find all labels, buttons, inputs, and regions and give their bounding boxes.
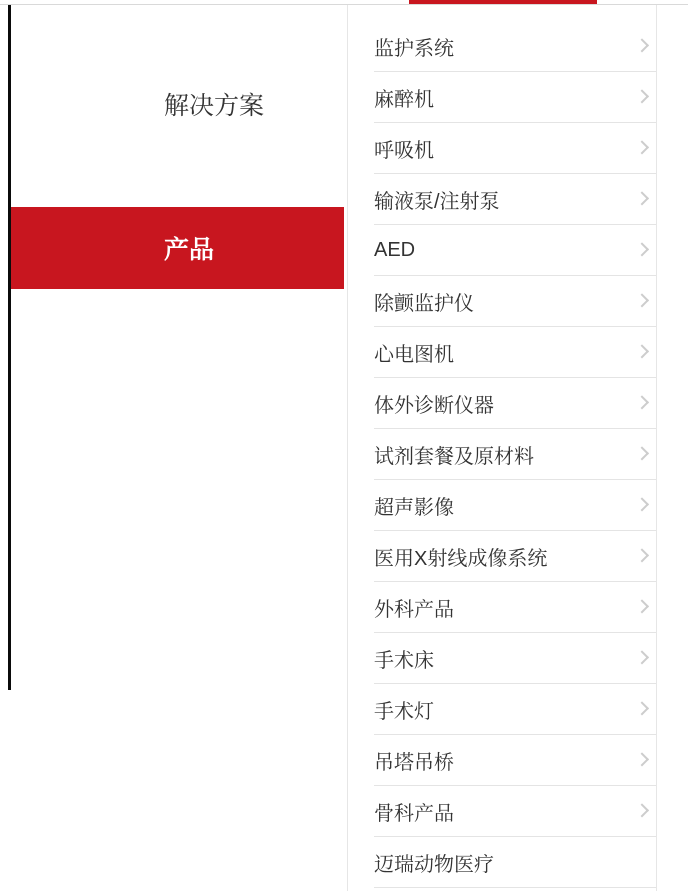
- submenu-item-defibrillator[interactable]: [374, 276, 656, 327]
- submenu-item-ivd[interactable]: [374, 378, 656, 429]
- submenu-item-label: 吊塔吊桥: [374, 751, 454, 774]
- submenu-item-orthopedics[interactable]: [374, 786, 656, 837]
- chevron-right-icon: [635, 701, 649, 715]
- submenu-item-label: 除颤监护仪: [374, 292, 474, 315]
- menu-item-products[interactable]: [11, 207, 344, 289]
- primary-menu: [8, 5, 344, 690]
- submenu-item-label: 试剂套餐及原材料: [374, 445, 534, 468]
- submenu-item-label: 体外诊断仪器: [374, 394, 494, 417]
- submenu-item-aed[interactable]: [374, 225, 656, 276]
- chevron-right-icon: [635, 38, 649, 52]
- submenu-item-label: 手术床: [374, 649, 434, 672]
- menu-item-label: 解决方案: [164, 92, 265, 120]
- submenu-item-label: 麻醉机: [374, 88, 434, 111]
- chevron-right-icon: [635, 242, 649, 256]
- chevron-right-icon: [635, 548, 649, 562]
- submenu-item-ultrasound[interactable]: [374, 480, 656, 531]
- submenu-item-infusion-pump[interactable]: [374, 174, 656, 225]
- product-submenu: [347, 5, 657, 891]
- submenu-item-operating-table[interactable]: [374, 633, 656, 684]
- menu-item-label: 产品: [164, 236, 215, 264]
- chevron-right-icon: [635, 191, 649, 205]
- submenu-item-xray[interactable]: [374, 531, 656, 582]
- submenu-item-label: 心电图机: [374, 343, 454, 366]
- submenu-item-label: 外科产品: [374, 598, 454, 621]
- submenu-item-ventilator[interactable]: [374, 123, 656, 174]
- submenu-item-label: AED: [374, 238, 416, 261]
- chevron-right-icon: [635, 293, 649, 307]
- submenu-item-label: 骨科产品: [374, 802, 454, 825]
- submenu-item-label: 迈瑞动物医疗: [374, 853, 494, 876]
- submenu-item-label: 超声影像: [374, 496, 454, 519]
- submenu-item-animal-medical[interactable]: [374, 837, 656, 888]
- chevron-right-icon: [635, 752, 649, 766]
- menu-item-solutions[interactable]: [11, 63, 344, 145]
- chevron-right-icon: [635, 395, 649, 409]
- active-tab-indicator: [409, 0, 597, 4]
- submenu-item-label: 输液泵/注射泵: [374, 190, 500, 213]
- submenu-item-label: 医用X射线成像系统: [374, 547, 548, 570]
- submenu-item-ecg[interactable]: [374, 327, 656, 378]
- submenu-item-label: 监护系统: [374, 37, 454, 60]
- chevron-right-icon: [635, 344, 649, 358]
- chevron-right-icon: [635, 497, 649, 511]
- submenu-item-operating-light[interactable]: [374, 684, 656, 735]
- submenu-item-surgical[interactable]: [374, 582, 656, 633]
- chevron-right-icon: [635, 89, 649, 103]
- chevron-right-icon: [635, 650, 649, 664]
- chevron-right-icon: [635, 140, 649, 154]
- chevron-right-icon: [635, 446, 649, 460]
- chevron-right-icon: [635, 803, 649, 817]
- submenu-item-label: 手术灯: [374, 700, 434, 723]
- submenu-item-monitoring[interactable]: [374, 21, 656, 72]
- chevron-right-icon: [635, 599, 649, 613]
- submenu-item-pendant-bridge[interactable]: [374, 735, 656, 786]
- submenu-item-label: 呼吸机: [374, 139, 434, 162]
- submenu-item-anesthesia[interactable]: [374, 72, 656, 123]
- submenu-item-reagents[interactable]: [374, 429, 656, 480]
